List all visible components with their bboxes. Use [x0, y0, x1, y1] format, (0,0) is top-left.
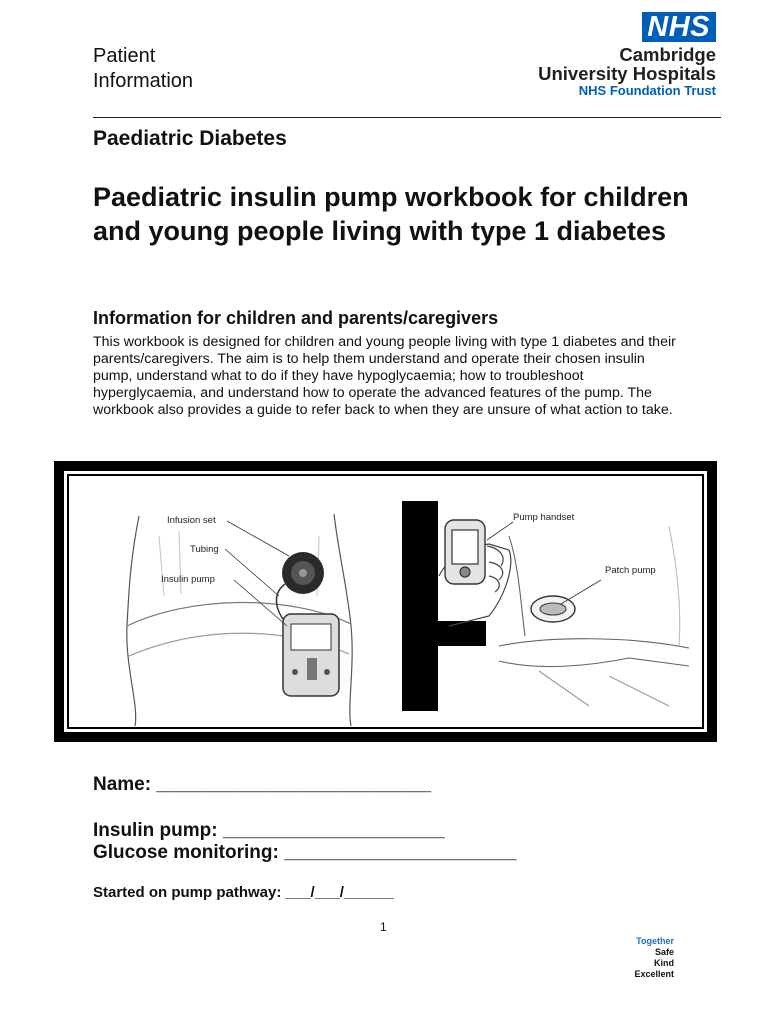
- nhs-logo: NHS: [642, 12, 716, 42]
- illustration-panel: [67, 474, 704, 729]
- patient-info-line1: Patient: [93, 45, 156, 67]
- name-field[interactable]: Name: __________________________: [93, 774, 432, 795]
- black-divider-block: [402, 501, 438, 711]
- label-pump-handset: Pump handset: [513, 512, 575, 523]
- pump-pathway-start-date-field[interactable]: Started on pump pathway: ___/___/______: [93, 884, 394, 901]
- header-divider: [93, 117, 721, 118]
- value-kind: Kind: [654, 958, 674, 968]
- org-name-line1: Cambridge: [619, 44, 716, 65]
- patch-pump-body-drawing: [499, 526, 689, 706]
- org-name-line2: University Hospitals: [538, 63, 716, 84]
- insulin-pump-field[interactable]: Insulin pump: _____________________: [93, 820, 445, 841]
- insulin-pump-illustration: [69, 476, 702, 727]
- label-insulin-pump: Insulin pump: [161, 574, 215, 585]
- trust-values: [598, 936, 674, 980]
- value-excellent: Excellent: [634, 969, 674, 979]
- glucose-monitoring-field[interactable]: Glucose monitoring: ______________________: [93, 842, 517, 863]
- value-together: Together: [636, 936, 674, 946]
- insulin-pump-device: [283, 614, 339, 696]
- section-title: Paediatric Diabetes: [93, 127, 287, 150]
- nhs-trust-logo: [516, 12, 716, 99]
- page-number: 1: [380, 920, 387, 934]
- handset-hand-drawing: [439, 520, 511, 626]
- label-tubing: Tubing: [190, 544, 219, 555]
- patient-information-heading: [93, 44, 193, 94]
- illustration-frame: [54, 461, 717, 742]
- patient-info-line2: Information: [93, 70, 194, 92]
- org-trust-line: NHS Foundation Trust: [578, 83, 716, 98]
- intro-paragraph: This workbook is designed for children and young people living with type 1 diabetes and their parents/caregivers. The aim is to help them understand and operate their chosen insulin pump, understand what to do if they have hypoglycaemia; how to troubleshoot hyperglycaemia, and understand how to operate the advanced features of the pump. The workbook also provides a guide to refer back to when they are unsure of what action to take.: [93, 334, 676, 418]
- document-title: Paediatric insulin pump workbook for children and young people living with type 1 diabetes: [93, 182, 689, 246]
- intro-subheading: Information for children and parents/caregivers: [93, 308, 499, 328]
- infusion-set-drawing: [282, 552, 324, 594]
- label-patch-pump: Patch pump: [605, 565, 656, 576]
- value-safe: Safe: [654, 947, 674, 957]
- label-infusion-set: Infusion set: [167, 515, 216, 526]
